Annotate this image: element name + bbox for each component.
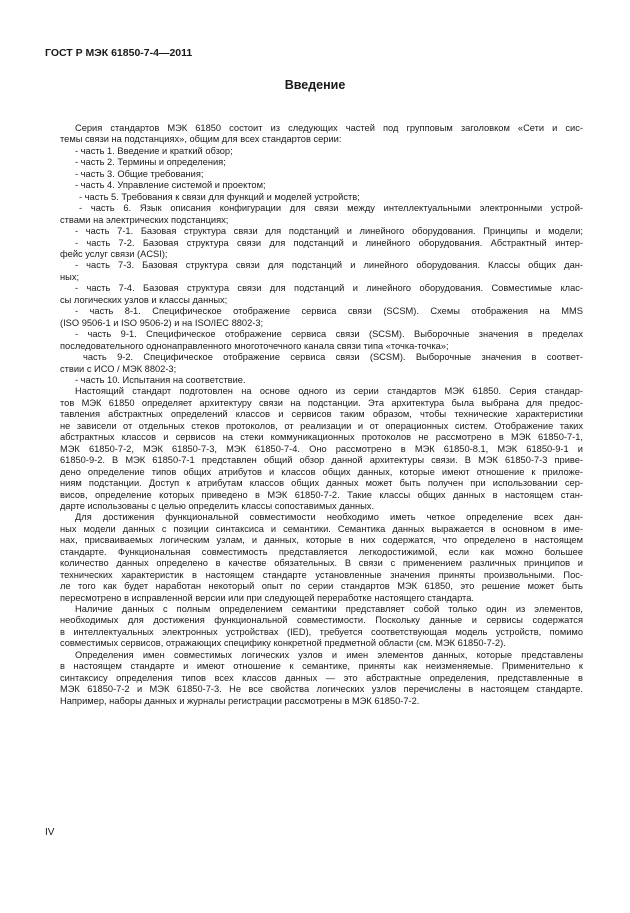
text-line: ных модели данных с позиции синтаксиса и семантики. Семантика данных выражается в основном в име- <box>60 523 583 534</box>
text-line: Например, наборы данных и журналы регистрации рассмотрены в МЭК 61850-7-2. <box>60 695 420 706</box>
text-line: - часть 7-2. Базовая структура связи для подстанций и линейного оборудования. Абстрактный интер- <box>75 237 583 248</box>
text-line: абстрактных классов и сервисов на стеки коммуникационных протоколов не рассмотрено в МЭК 61850-7-1, <box>60 432 583 443</box>
document-header: ГОСТ Р МЭК 61850-7-4—2011 <box>45 47 193 59</box>
text-line: синтаксису определения типов всех классов данных — это абстрактные определения, представленные в <box>60 672 583 683</box>
text-line: (ISO 9506-1 и ISO 9506-2) и на ISO/IEC 8802-3; <box>60 317 264 328</box>
text-line: количество данных определено в качестве обязательных. В связи с применением различных принципов и <box>60 558 583 569</box>
body-text <box>60 123 583 707</box>
text-line: дено определение типов общих атрибутов и классов общих данных, которые имеют отношение к приложе- <box>60 466 583 477</box>
text-line: - часть 8-1. Специфическое отображение сервиса связи (SCSM). Схемы отображения на MMS <box>75 306 583 317</box>
text-line: дарте использованы с целью определить классы сопоставимых данных. <box>60 500 375 511</box>
page-number: IV <box>45 827 55 838</box>
text-line: ствами на электрических подстанциях; <box>60 214 229 225</box>
text-line: - часть 2. Термины и определения; <box>75 157 226 168</box>
text-line: ствии с ИСО / МЭК 8802-3; <box>60 363 177 374</box>
text-line: 61850-9-2. В МЭК 61850-7-1 представлен общий обзор данной архитектуры связи. В МЭК 61850-7-3 приве- <box>60 455 583 466</box>
text-line: Наличие данных с полным определением семантики представляет собой только один из элементов, <box>75 604 583 615</box>
text-line: в интеллектуальных электронных устройствах (IED), требуется соответствующая модель устройств, помимо <box>60 626 583 637</box>
text-line: ле того как будет наработан некоторый опыт по серии стандартов МЭК 61850, это решение может быть <box>60 581 583 592</box>
text-line: - часть 6. Язык описания конфигурации для связи между интеллектуальными электронными устрой- <box>79 203 583 214</box>
text-line: нах, присваиваемых логическим узлам, и данных, которые в них содержатся, что определено в настоящем <box>60 535 583 546</box>
text-line: совместимых сервисов, отражающих специфику конкретной предметной области (см. МЭК 61850-7-2). <box>60 638 506 649</box>
text-line: не зависели от отдельных стеков протоколов, от реализации и от операционных систем. Отображение таких <box>60 420 583 431</box>
text-line: пересмотрено в исправленной версии или при следующей переработке настоящего стандарта. <box>60 592 474 603</box>
text-line: Определения имен совместимых логических узлов и имен элементов данных, которые представлены <box>75 649 583 660</box>
text-line: - часть 1. Введение и краткий обзор; <box>75 145 233 156</box>
text-line: - часть 7-1. Базовая структура связи для подстанций и линейного оборудования. Принципы и модели; <box>75 226 583 237</box>
text-line: - часть 9-1. Специфическое отображение сервиса связи (SCSM). Выборочные значения в пределах <box>75 329 583 340</box>
text-line: тов МЭК 61850 определяет архитектуру связи на подстанции. Эта архитектура была выбрана для предос- <box>60 397 583 408</box>
text-line: Серия стандартов МЭК 61850 состоит из следующих частей под групповым заголовком «Сети и сис- <box>75 123 583 133</box>
text-line: - часть 7-4. Базовая структура связи для подстанций и линейного оборудования. Совместимые клас- <box>75 283 583 294</box>
text-line: сы логических узлов и классы данных; <box>60 294 228 305</box>
text-line: - часть 7-3. Базовая структура связи для подстанций и линейного оборудования. Классы общих дан- <box>75 260 583 271</box>
text-line: - часть 4. Управление системой и проектом; <box>75 180 266 191</box>
text-line: темы связи на подстанциях», общим для всех стандартов серии: <box>60 134 342 145</box>
text-line: необходимых для достижения функциональной совместимости. Поскольку данные и сервисы содержатся <box>60 615 583 626</box>
text-line: Для достижения функциональной совместимости необходимо иметь четкое определение всех дан- <box>75 512 583 523</box>
text-line: последовательного однонаправленного многоточечного канала связи типа «точка-точка»; <box>60 340 449 351</box>
text-line: стандарте. Функциональная совместимость представляется легкодостижимой, если как можно большее <box>60 546 583 557</box>
text-line: фейс услуг связи (ACSI); <box>60 248 168 259</box>
text-line: в настоящем стандарте и имеют отношение к семантике, приняты как неизменяемые. Применительно к <box>60 661 583 672</box>
text-line: - часть 3. Общие требования; <box>75 168 204 179</box>
text-line: часть 9-2. Специфическое отображение сервиса связи (SCSM). Выборочные значения в соответ- <box>83 352 583 363</box>
text-line: ных; <box>60 271 80 282</box>
text-line: тавления абстрактных определений классов и сервисов таким образом, чтобы технические характеристики <box>60 409 583 420</box>
text-line: ниям подстанции. Доступ к атрибутам классов общих данных может быть получен при использовании сер- <box>60 478 583 489</box>
text-line: МЭК 61850-7-2, МЭК 61850-7-3, МЭК 61850-7-4. Оно рассмотрено в МЭК 61850-8.1, МЭК 61850-9-1 и <box>60 443 583 454</box>
text-line: - часть 5. Требования к связи для функций и моделей устройств; <box>79 191 360 202</box>
section-title: Введение <box>284 78 346 92</box>
text-line: МЭК 61850-7-2 и МЭК 61850-7-3. Не все свойства логических узлов перечислены в настоящем стандарте. <box>60 684 583 695</box>
text-line: Настоящий стандарт подготовлен на основе одного из серии стандартов МЭК 61850. Серия стандар- <box>75 386 583 397</box>
text-line: висов, определение которых приведено в МЭК 61850-7-2. Такие классы общих данных в настоящем стан- <box>60 489 583 500</box>
text-line: - часть 10. Испытания на соответствие. <box>75 374 246 385</box>
text-line: технических характеристик в настоящем стандарте установленные значения приняты произвольными. Пос- <box>60 569 583 580</box>
